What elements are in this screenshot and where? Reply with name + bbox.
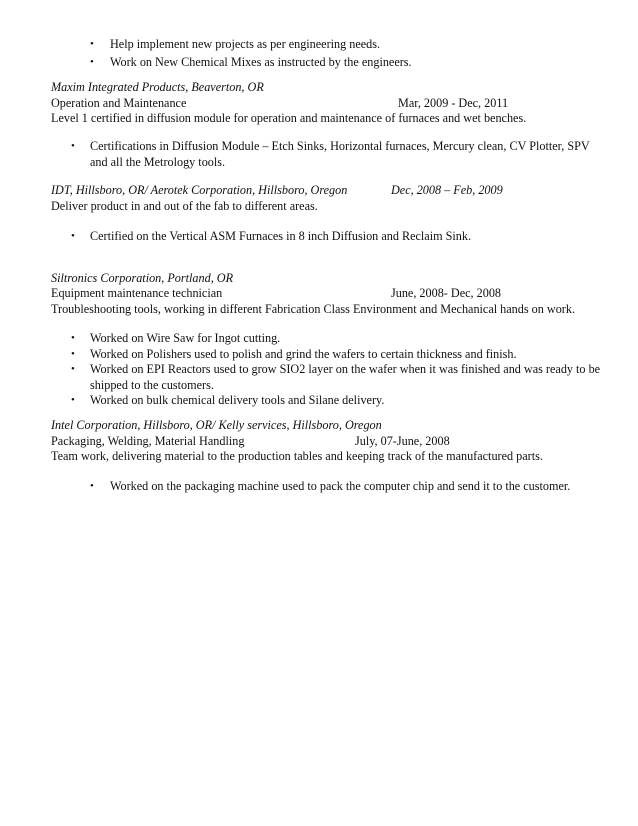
maxim-company: Maxim Integrated Products, Beaverton, OR — [51, 80, 264, 94]
intel-dates: July, 07-June, 2008 — [355, 434, 450, 448]
siltronics-bullet-1: Worked on Wire Saw for Ingot cutting. — [90, 331, 281, 345]
maxim-summary: Level 1 certified in diffusion module for operation and maintenance of furnaces and wet benches. — [51, 111, 527, 125]
bullet-glyph: • — [71, 140, 75, 152]
maxim-dates: Mar, 2009 - Dec, 2011 — [398, 96, 509, 110]
maxim-bullet-1: Certifications in Diffusion Module – Etch Sinks, Horizontal furnaces, Mercury clean, CV Plotter, SPV and all the Metrology tools. — [90, 139, 590, 169]
bullet-glyph: • — [90, 38, 94, 50]
bullet-glyph: • — [71, 394, 75, 406]
bullet-glyph: • — [71, 348, 75, 360]
siltronics-company: Siltronics Corporation, Portland, OR — [51, 271, 234, 285]
intro-bullet-1: Help implement new projects as per engineering needs. — [110, 37, 381, 51]
bullet-glyph: • — [71, 363, 75, 375]
siltronics-dates: June, 2008- Dec, 2008 — [391, 286, 502, 300]
idt-dates: Dec, 2008 – Feb, 2009 — [391, 183, 503, 197]
intel-role: Packaging, Welding, Material Handling — [51, 434, 245, 448]
idt-company: IDT, Hillsboro, OR/ Aerotek Corporation, Hillsboro, Oregon — [51, 183, 348, 197]
bullet-glyph: • — [71, 230, 75, 242]
intro-bullet-2: Work on New Chemical Mixes as instructed by the engineers. — [110, 55, 412, 69]
intel-bullet-1: Worked on the packaging machine used to pack the computer chip and send it to the customer. — [110, 479, 571, 493]
siltronics-role: Equipment maintenance technician — [51, 286, 223, 300]
bullet-glyph: • — [90, 480, 94, 492]
idt-summary: Deliver product in and out of the fab to different areas. — [51, 199, 318, 213]
idt-bullet-1: Certified on the Vertical ASM Furnaces in 8 inch Diffusion and Reclaim Sink. — [90, 229, 472, 243]
intel-summary: Team work, delivering material to the production tables and keeping track of the manufactured parts. — [51, 449, 543, 463]
siltronics-bullet-2: Worked on Polishers used to polish and grind the wafers to certain thickness and finish. — [90, 347, 517, 361]
maxim-role: Operation and Maintenance — [51, 96, 187, 110]
siltronics-bullet-3: Worked on EPI Reactors used to grow SIO2 layer on the wafer when it was finished and was ready to be shipped to the customers. — [90, 362, 601, 392]
intel-company: Intel Corporation, Hillsboro, OR/ Kelly services, Hillsboro, Oregon — [51, 418, 382, 432]
bullet-glyph: • — [90, 56, 94, 68]
bullet-glyph: • — [71, 332, 75, 344]
siltronics-bullet-4: Worked on bulk chemical delivery tools and Silane delivery. — [90, 393, 385, 407]
siltronics-summary: Troubleshooting tools, working in different Fabrication Class Environment and Mechanical hands on work. — [51, 302, 575, 316]
